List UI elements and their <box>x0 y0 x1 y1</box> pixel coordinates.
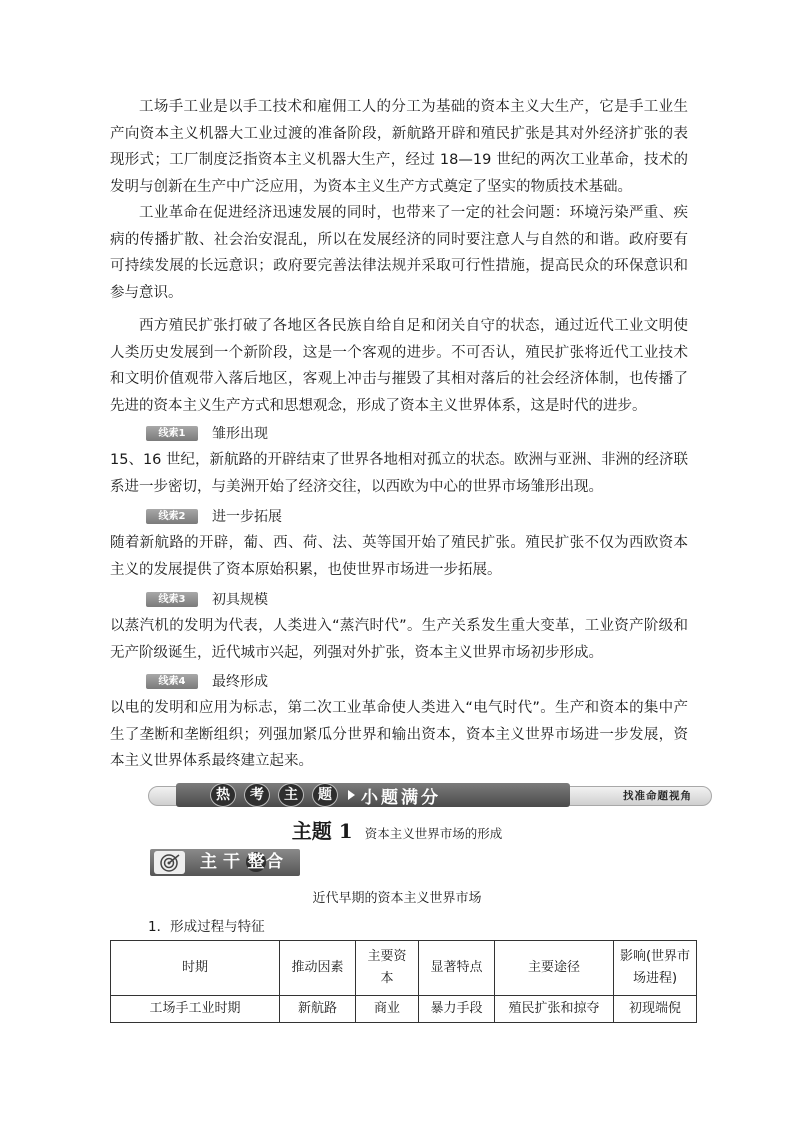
banner-char-2: 考 <box>244 783 270 807</box>
table-header-cell: 推动因素 <box>280 941 356 996</box>
clue-tag-4: 线索4 <box>146 674 198 689</box>
table-cell: 新航路 <box>280 996 356 1023</box>
clue-title-4: 最终形成 <box>212 674 268 690</box>
table-header-cell: 显著特点 <box>419 941 495 996</box>
clue-tag-2: 线索2 <box>146 509 198 524</box>
clue-row-3 <box>146 589 268 609</box>
process-table <box>110 940 697 1023</box>
paragraph-2: 工业革命在促进经济迅速发展的同时，也带来了一定的社会问题：环境污染严重、疾病的传播扩散、社会治安混乱，所以在发展经济的同时要注意人与自然的和谐。政府要有可持续发展的长远意识；政府要完善法律法规并采取可行性措施，提高民众的环保意识和参与意识。 <box>110 205 688 301</box>
section-badge-before: 主干 <box>200 852 246 872</box>
table-header-cell: 主要途径 <box>495 941 614 996</box>
table-header-row <box>111 941 697 996</box>
section-badge <box>150 849 300 876</box>
table-cell: 工场手工业时期 <box>111 996 280 1023</box>
banner-char-4: 题 <box>312 783 338 807</box>
subheading: 近代早期的资本主义世界市场 <box>312 891 482 906</box>
clue-text-3: 以蒸汽机的发明为代表，人类进入“蒸汽时代”。生产关系发生重大变革，工业资产阶级和无产阶级诞生，近代城市兴起，列强对外扩张，资本主义世界市场初步形成。 <box>110 618 688 661</box>
section-badge-ring: 整 <box>247 852 265 872</box>
topic-title: 资本主义世界市场的形成 <box>364 826 503 841</box>
table-cell: 初现端倪 <box>614 996 697 1023</box>
clue-row-1 <box>146 423 268 443</box>
clue-title-3: 初具规模 <box>212 592 268 608</box>
clue-tag-3: 线索3 <box>146 592 198 607</box>
banner-title-box <box>176 783 570 807</box>
banner-right-label: 找准命题视角 <box>623 790 692 802</box>
clue-title-2: 进一步拓展 <box>212 509 282 525</box>
clue-row-4 <box>146 671 268 691</box>
clue-text-2: 随着新航路的开辟，葡、西、荷、法、英等国开始了殖民扩张。殖民扩张不仅为西欧资本主义的发展提供了资本原始积累，也使世界市场进一步拓展。 <box>110 535 688 578</box>
table-row <box>111 996 697 1023</box>
paragraph-1: 工场手工业是以手工技术和雇佣工人的分工为基础的资本主义大生产，它是手工业生产向资本主义机器大工业过渡的准备阶段，新航路开辟和殖民扩张是其对外经济扩张的表现形式；工厂制度泛指资本主义机器大生产，经过 18—19 世纪的两次工业革命，技术的发明与创新在生产中广泛应用，为资本主义生产方式奠定了坚实的物质技术基础。 <box>110 99 688 195</box>
clue-tag-1: 线索1 <box>146 426 198 441</box>
clue-row-2 <box>146 506 282 526</box>
banner-char-1: 热 <box>210 783 236 807</box>
table-header-cell: 时期 <box>111 941 280 996</box>
topic-heading <box>0 815 794 844</box>
topic-number: 主题 1 <box>291 819 353 843</box>
paragraph-3: 西方殖民扩张打破了各地区各民族自给自足和闭关自守的状态，通过近代工业文明使人类历史发展到一个新阶段，这是一个客观的进步。不可否认，殖民扩张将近代工业技术和文明价值观带入落后地区，客观上冲击与摧毁了其相对落后的社会经济体制，也传播了先进的资本主义生产方式和思想观念，形成了资本主义世界体系，这是时代的进步。 <box>110 318 688 414</box>
banner-char-3: 主 <box>278 783 304 807</box>
section-banner <box>148 783 710 807</box>
table-header-cell: 影响(世界市场进程) <box>614 941 697 996</box>
triangle-right-icon <box>348 790 355 800</box>
clue-title-1: 雏形出现 <box>212 426 268 442</box>
numbered-heading: 1．形成过程与特征 <box>148 919 265 935</box>
section-badge-text <box>200 851 289 874</box>
clue-text-1: 15、16 世纪，新航路的开辟结束了世界各地相对孤立的状态。欧洲与亚洲、非洲的经济联系进一步密切，与美洲开始了经济交往，以西欧为中心的世界市场雏形出现。 <box>110 452 689 495</box>
table-header-cell: 主要资本 <box>356 941 419 996</box>
banner-subtitle: 小题满分 <box>361 787 441 808</box>
table-cell: 殖民扩张和掠夺 <box>495 996 614 1023</box>
target-icon <box>154 851 185 874</box>
table-cell: 暴力手段 <box>419 996 495 1023</box>
section-badge-after: 合 <box>266 852 289 872</box>
table-cell: 商业 <box>356 996 419 1023</box>
clue-text-4: 以电的发明和应用为标志，第二次工业革命使人类进入“电气时代”。生产和资本的集中产生了垄断和垄断组织；列强加紧瓜分世界和输出资本，资本主义世界市场进一步发展，资本主义世界体系最终建立起来。 <box>110 700 688 769</box>
